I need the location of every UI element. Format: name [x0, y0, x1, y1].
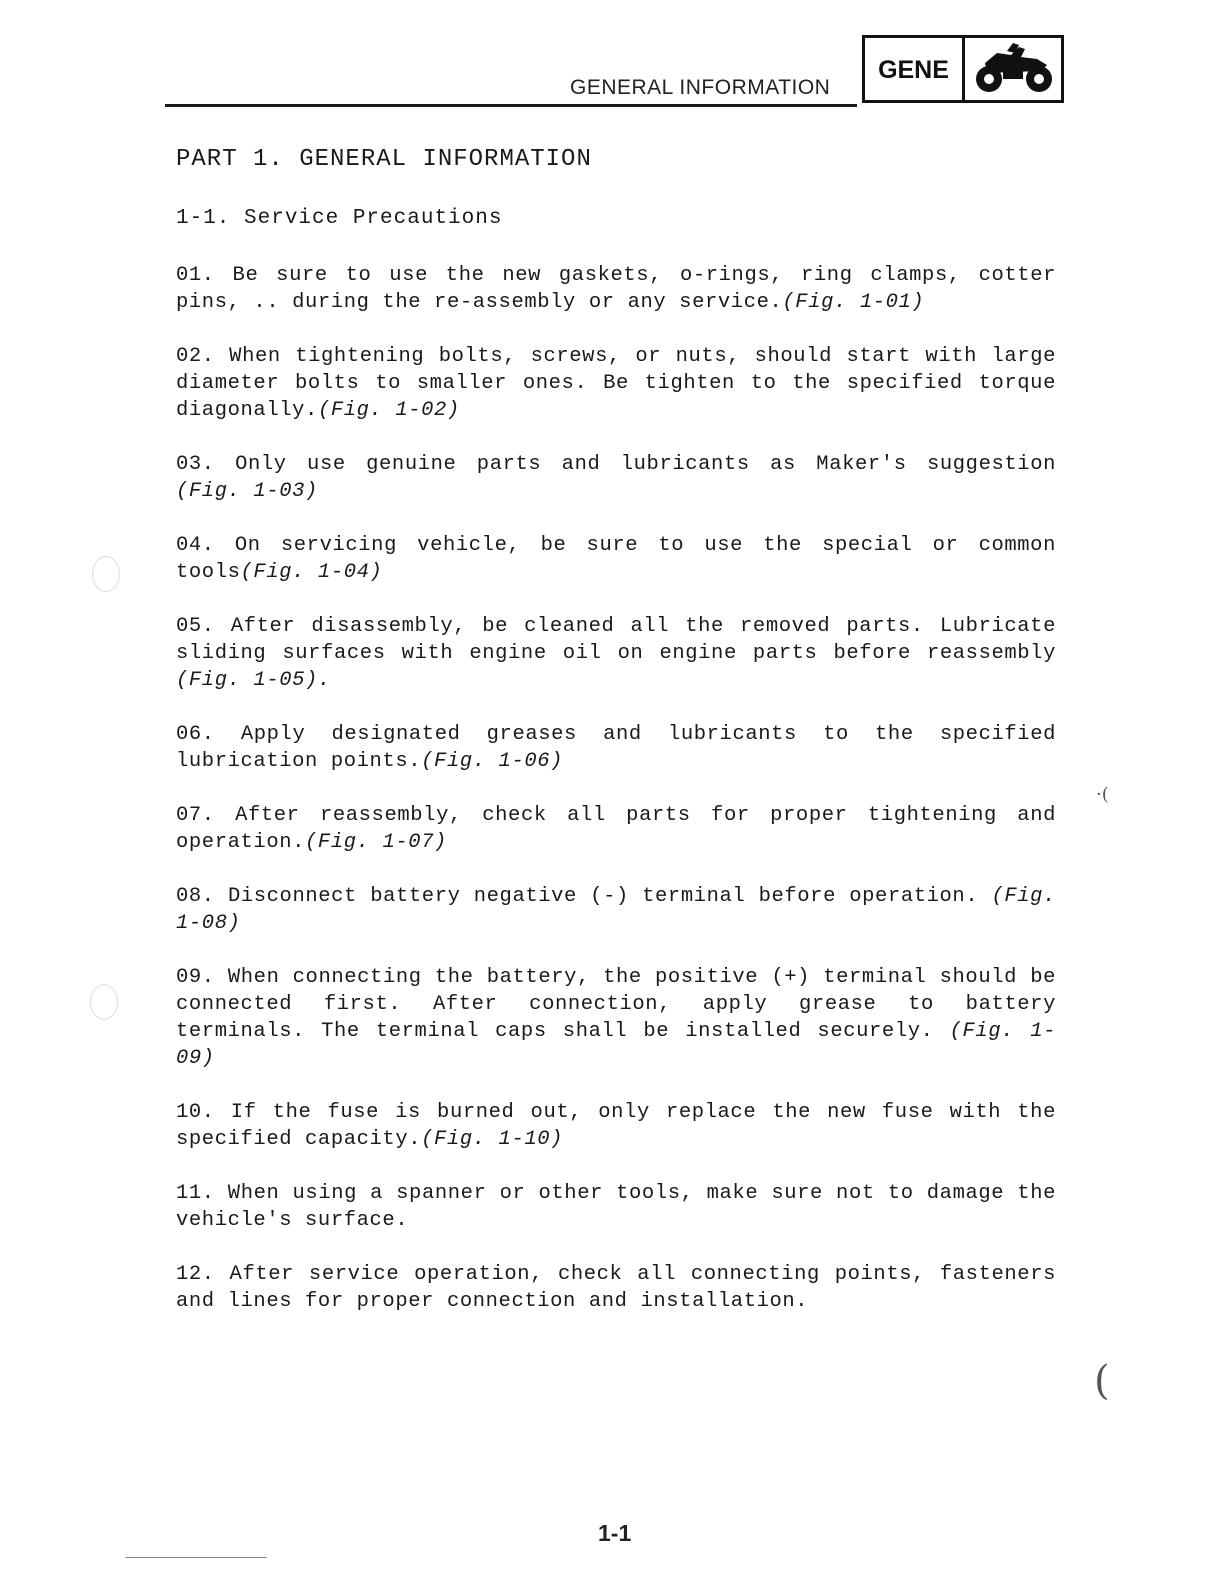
- list-item: 08. Disconnect battery negative (-) terminal before operation. (Fig. 1-08): [176, 885, 1056, 935]
- section-title: 1-1. Service Precautions: [176, 207, 503, 230]
- precaution-list: [176, 262, 1056, 1342]
- scan-line: [125, 1557, 267, 1558]
- section-badge: [862, 35, 1064, 103]
- binder-hole-mark: [90, 984, 118, 1020]
- list-item: 06. Apply designated greases and lubricants to the specified lubrication points.(Fig. 1-06): [176, 723, 1056, 773]
- list-item: 10. If the fuse is burned out, only replace the new fuse with the specified capacity.(Fig. 1-10): [176, 1101, 1056, 1151]
- list-item: 09. When connecting the battery, the positive (+) terminal should be connected first. After connection, apply grease to battery terminals. The terminal caps shall be installed securely. (Fig. 1-09): [176, 966, 1057, 1070]
- list-item: 04. On servicing vehicle, be sure to use the special or common tools(Fig. 1-04): [176, 534, 1056, 584]
- binder-hole-mark: [92, 556, 120, 592]
- list-item: 02. When tightening bolts, screws, or nuts, should start with large diameter bolts to smaller ones. Be tighten to the specified torque diagonally.(Fig. 1-02): [176, 345, 1056, 422]
- atv-icon: [965, 38, 1061, 100]
- scan-artifact: ·(: [1096, 784, 1109, 805]
- part-title: PART 1. GENERAL INFORMATION: [176, 146, 592, 173]
- list-item: 11. When using a spanner or other tools, make sure not to damage the vehicle's surface.: [176, 1182, 1056, 1232]
- list-item: 03. Only use genuine parts and lubricants as Maker's suggestion (Fig. 1-03): [176, 453, 1056, 503]
- badge-label: GENE: [865, 38, 965, 100]
- header-section-name: GENERAL INFORMATION: [570, 76, 831, 99]
- scan-artifact: (: [1094, 1358, 1110, 1404]
- list-item: 01. Be sure to use the new gaskets, o-rings, ring clamps, cotter pins, .. during the re-assembly or any service.(Fig. 1-01): [176, 264, 1056, 314]
- list-item: 05. After disassembly, be cleaned all the removed parts. Lubricate sliding surfaces with engine oil on engine parts before reassembly (Fig. 1-05).: [176, 615, 1056, 692]
- page-number: 1-1: [598, 1520, 632, 1546]
- list-item: 07. After reassembly, check all parts for proper tightening and operation.(Fig. 1-07): [176, 804, 1056, 854]
- list-item: 12. After service operation, check all connecting points, fasteners and lines for proper connection and installation.: [176, 1263, 1056, 1313]
- header-rule: [165, 104, 857, 107]
